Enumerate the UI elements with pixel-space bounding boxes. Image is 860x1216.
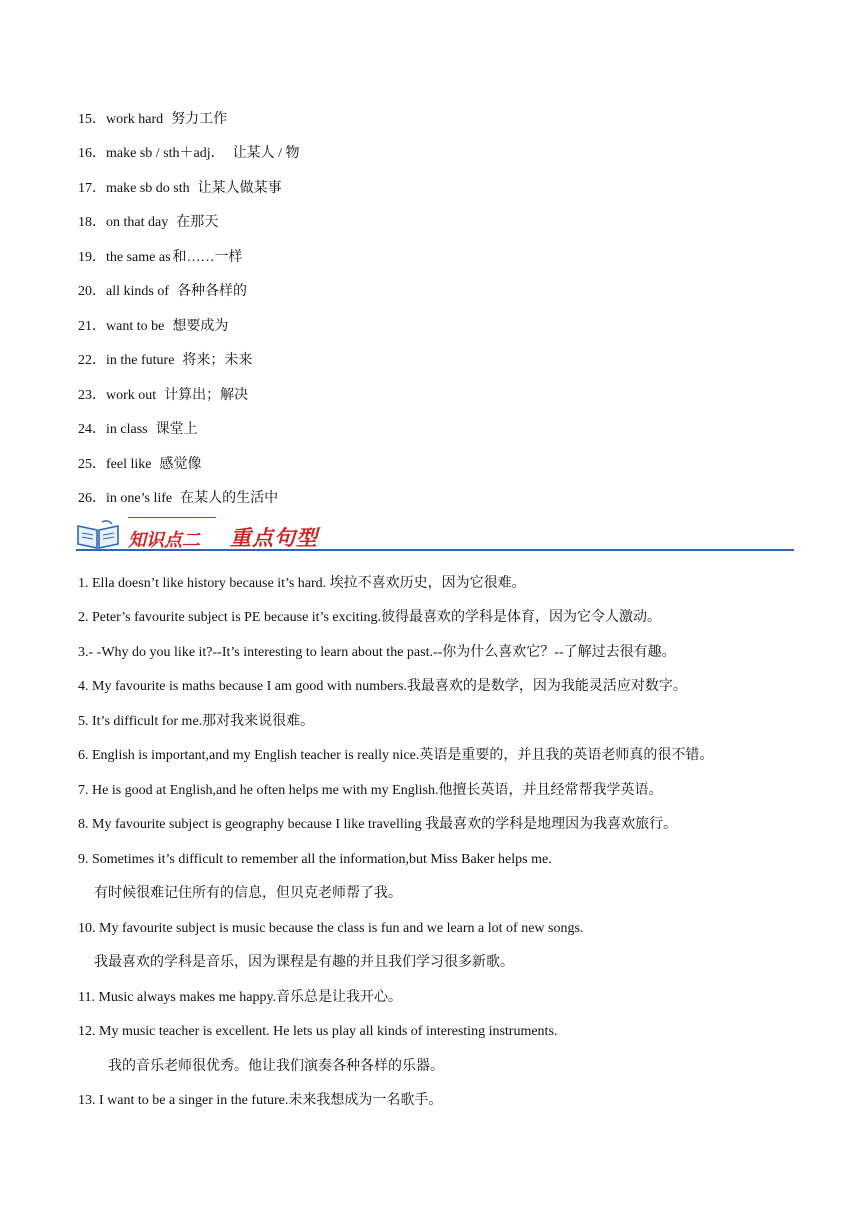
sentence-translation: 我的音乐老师很优秀。他让我们演奏各种各样的乐器。 bbox=[108, 1059, 444, 1074]
sentence-item: 5. It’s difficult for me.那对我来说很难。 bbox=[78, 714, 315, 729]
phrase-item: 16．make sb / sth＋adj． 让某人 / 物 bbox=[78, 146, 300, 161]
phrase-item: 20．all kinds of 各种各样的 bbox=[78, 284, 247, 299]
header-top-rule bbox=[128, 517, 216, 518]
section-title: 重点句型 bbox=[230, 526, 318, 550]
phrase-item: 21．want to be 想要成为 bbox=[78, 319, 229, 334]
sentence-item: 12. My music teacher is excellent. He lets us play all kinds of interesting instruments. bbox=[78, 1024, 558, 1039]
sentence-item: 10. My favourite subject is music because the class is fun and we learn a lot of new songs. bbox=[78, 921, 584, 936]
section-header bbox=[76, 514, 794, 554]
sentence-item: 6. English is important,and my English teacher is really nice.英语是重要的，并且我的英语老师真的很不错。 bbox=[78, 748, 714, 763]
phrase-item: 19．the same as 和……一样 bbox=[78, 250, 243, 265]
phrase-item: 25．feel like 感觉像 bbox=[78, 457, 202, 472]
phrase-item: 26．in one’s life 在某人的生活中 bbox=[78, 491, 279, 506]
phrase-item: 22．in the future 将来；未来 bbox=[78, 353, 253, 368]
phrase-item: 18．on that day 在那天 bbox=[78, 215, 219, 230]
sentence-item: 1. Ella doesn’t like history because it’s hard. 埃拉不喜欢历史，因为它很难。 bbox=[78, 576, 526, 591]
header-divider bbox=[76, 549, 794, 551]
sentence-item: 4. My favourite is maths because I am good with numbers.我最喜欢的是数学，因为我能灵活应对数字。 bbox=[78, 679, 687, 694]
sentence-item: 3.- -Why do you like it?--It’s interesting to learn about the past.--你为什么喜欢它？--了解过去很有趣。 bbox=[78, 645, 676, 660]
sentence-item: 7. He is good at English,and he often helps me with my English.他擅长英语，并且经常帮我学英语。 bbox=[78, 783, 663, 798]
phrase-item: 17．make sb do sth 让某人做某事 bbox=[78, 181, 282, 196]
phrase-item: 24．in class 课堂上 bbox=[78, 422, 198, 437]
sentence-item: 11. Music always makes me happy.音乐总是让我开心。 bbox=[78, 990, 403, 1005]
sentence-item: 2. Peter’s favourite subject is PE because it’s exciting.彼得最喜欢的学科是体育，因为它令人激动。 bbox=[78, 610, 662, 625]
phrase-item: 15．work hard 努力工作 bbox=[78, 112, 228, 127]
book-icon bbox=[76, 520, 120, 550]
sentence-translation: 有时候很难记住所有的信息，但贝克老师帮了我。 bbox=[94, 886, 402, 901]
phrase-item: 23．work out 计算出；解决 bbox=[78, 388, 249, 403]
sentence-item: 8. My favourite subject is geography because I like travelling 我最喜欢的学科是地理因为我喜欢旅行。 bbox=[78, 817, 678, 832]
sentence-item: 13. I want to be a singer in the future.未来我想成为一名歌手。 bbox=[78, 1093, 443, 1108]
sentence-translation: 我最喜欢的学科是音乐，因为课程是有趣的并且我们学习很多新歌。 bbox=[94, 955, 514, 970]
sentence-item: 9. Sometimes it’s difficult to remember all the information,but Miss Baker helps me. bbox=[78, 852, 552, 867]
section-label: 知识点二 bbox=[128, 530, 200, 551]
